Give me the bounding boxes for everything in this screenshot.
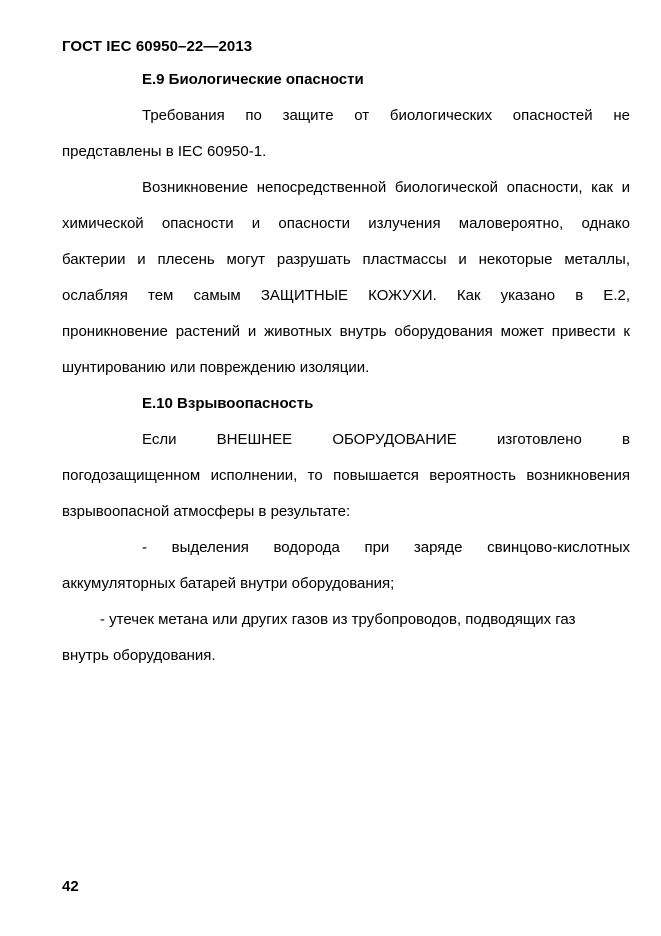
paragraph-line: ослабляя тем самым ЗАЩИТНЫЕ КОЖУХИ. Как указано в Е.2, (62, 287, 630, 304)
list-item-line: аккумуляторных батарей внутри оборудования; (62, 575, 395, 592)
paragraph-line: бактерии и плесень могут разрушать пластмассы и некоторые металлы, (62, 251, 630, 268)
list-item-line: внутрь оборудования. (62, 647, 216, 664)
paragraph-line: Возникновение непосредственной биологической опасности, как и (142, 179, 630, 196)
paragraph-line: представлены в IEC 60950-1. (62, 143, 267, 160)
section-heading-e10: Е.10 Взрывоопасность (142, 395, 314, 412)
section-heading-e9: Е.9 Биологические опасности (142, 71, 364, 88)
paragraph-line: химической опасности и опасности излучения маловероятно, однако (62, 215, 630, 232)
paragraph-line: взрывоопасной атмосферы в результате: (62, 503, 351, 520)
page-number: 42 (62, 878, 79, 895)
paragraph-line: проникновение растений и животных внутрь оборудования может привести к (62, 323, 630, 340)
paragraph-line: шунтированию или повреждению изоляции. (62, 359, 370, 376)
paragraph-line: Требования по защите от биологических опасностей не (142, 107, 630, 124)
list-item-line: - выделения водорода при заряде свинцово-кислотных (142, 539, 630, 556)
list-item-line: - утечек метана или других газов из трубопроводов, подводящих газ (100, 611, 576, 628)
paragraph-line: погодозащищенном исполнении, то повышается вероятность возникновения (62, 467, 630, 484)
paragraph-line: Если ВНЕШНЕЕ ОБОРУДОВАНИЕ изготовлено в (142, 431, 630, 448)
document-header: ГОСТ IEC 60950–22—2013 (62, 38, 253, 55)
